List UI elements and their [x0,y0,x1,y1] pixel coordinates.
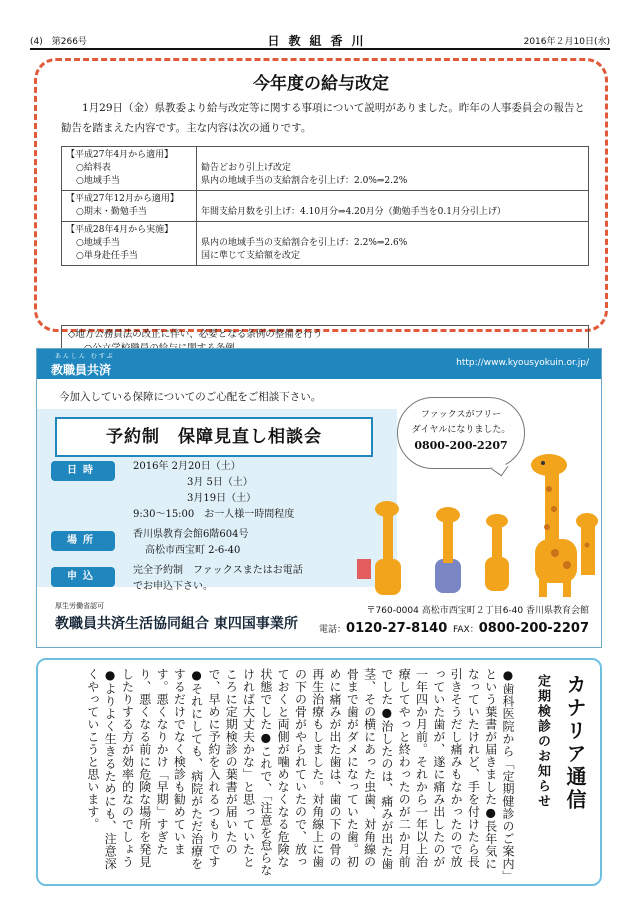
group-detail: 年間支給月数を引上げ：4.10月分⇒4.20月分（勤勉手当を0.1月分引上げ） [201,207,506,217]
column-body: ●歯科医院から「定期健診のご案内」という葉書が届きました●長年気になっていたけれど、手を付けたら長引きそうだし痛みもなかったので放っていた歯が、遂に痛み出したのが一年四か月前。それから一年以上治療してやっと終わったのが二か月前でした●治したのは、痛みが出た歯茎、その横にあった虫歯、対角線の骨まで歯がダメになっていた歯。初めに痛みが出た歯は、歯の下の骨の再生治療もしました。対角線上に歯の下の骨がやられていたので、放っておくと両側が噛めなくなる危険な状態でした●これで、「注意を怠らなければ大丈夫かな」と思っていたところに定期検診の葉書が届いたので、早めに予約を入れるつもりです●それにしても、病院がただ治療をするだけでなく検診も勧めています。悪くなりかけ「早期」すぎたり、悪くなる前に危険な場所を発見したりする方が効率的なのでしょう●よりよく生きるためにも、注意深くやっていこうと思います。 [86,668,515,877]
salary-table [61,146,589,266]
kyosai-advertisement [36,348,602,648]
group-heading: 【平成28年4月から実施】 [66,225,174,235]
schedule-date: 3月19日（土） [187,493,257,504]
article-title: 今年度の給与改定 [253,74,389,94]
column-title: カナリア通信 [563,674,587,812]
bubble-line: ダイヤルになりました。 [411,425,511,435]
ad-lead: 今加入している保障についてのご心配をご相談下さい。 [59,391,322,403]
giraffe-walker [435,507,461,593]
venue-address: 高松市西宝町 2-6-40 [145,545,241,556]
giraffe-middle [485,514,509,591]
bubble-fax-number: 0800-200-2207 [414,439,508,452]
tel-label: 電話： [319,625,347,635]
fax-number[interactable]: 0800-200-2207 [478,621,589,636]
giraffe-large [531,454,577,597]
law-intro: ◇地方公務員法の改正に伴い、必要となる条例の整備を行う [68,329,323,340]
venue-name: 香川県教育会館6階604号 [133,529,249,540]
group-detail: 県内の地域手当の支給割合を引上げ：2.2%⇒2.6% [201,238,408,248]
date-label: 日時 [51,461,115,481]
schedule-date: 2016年 2月20日（土） [133,461,241,472]
apply-line: 完全予約制 ファックスまたはお電話 [133,565,303,576]
contact-numbers [319,621,589,636]
group-item: ○単身赴任手当 [76,251,138,261]
tel-number[interactable]: 0120-27-8140 [346,621,448,636]
venue [133,527,248,559]
giraffe-painter [357,501,401,595]
apply-line: でお申込下さい。 [133,581,213,592]
group-item: ○給料表 [76,163,111,173]
schedule-list [133,459,294,523]
website-link[interactable]: http://www.kyousyokuin.or.jp/ [456,358,589,368]
group-heading: 【平成27年12月から適用】 [66,194,179,204]
table-group [62,147,589,191]
canary-column [36,658,602,886]
group-detail: 国に準じて支給額を改定 [201,251,301,261]
schedule-date: 3月 5日（土） [187,477,253,488]
issue-date: 2016年２月10日(水) [523,37,610,47]
page-header [30,34,610,50]
issue-number: (4) 第266号 [30,37,87,47]
schedule-time: 9:30～15:00 お一人様一時間程度 [133,509,295,520]
group-item: ○地域手当 [76,238,120,248]
table-group [62,222,589,266]
apply-info [133,563,303,595]
apply-label: 申込 [51,567,115,587]
fax-label: FAX： [453,625,479,635]
ad-footer [37,597,601,649]
group-detail: 勧告どおり引上げ改定 [201,163,292,173]
group-item: ○期末・勤勉手当 [76,207,147,217]
salary-revision-article [34,58,608,340]
org-ruby: あんしん むすぶ [55,353,115,360]
org-name: 教職員共済 [51,363,112,377]
approval-note: 厚生労働省認可 [55,602,104,610]
bubble-line: ファックスがフリー [420,410,502,420]
newspaper-title: 日教組香川 [267,34,373,48]
column-subtitle: 定期検診のお知らせ [535,674,550,809]
giraffe-small [576,513,598,575]
cooperative-name: 教職員共済生活協同組合 東四国事業所 [55,616,298,632]
consultation-headline: 予約制 保障見直し相談会 [55,417,373,457]
kyosai-banner [37,349,601,379]
group-detail: 県内の地域手当の支給割合を引上げ：2.0%⇒2.2% [201,176,408,186]
place-label: 場所 [51,531,115,551]
office-address: 〒760-0004 高松市西宝町２丁目6-40 香川県教育会館 [366,606,589,616]
table-group [62,191,589,222]
article-intro: 1月29日（金）県教委より給与改定等に関する事項について説明がありました。昨年の人事委員会の報告と勧告を踏まえた内容です。主な内容は次の通りです。 [61,102,585,134]
group-item: ○地域手当 [76,176,120,186]
group-heading: 【平成27年4月から適用】 [66,150,174,160]
giraffe-illustration [355,449,601,599]
